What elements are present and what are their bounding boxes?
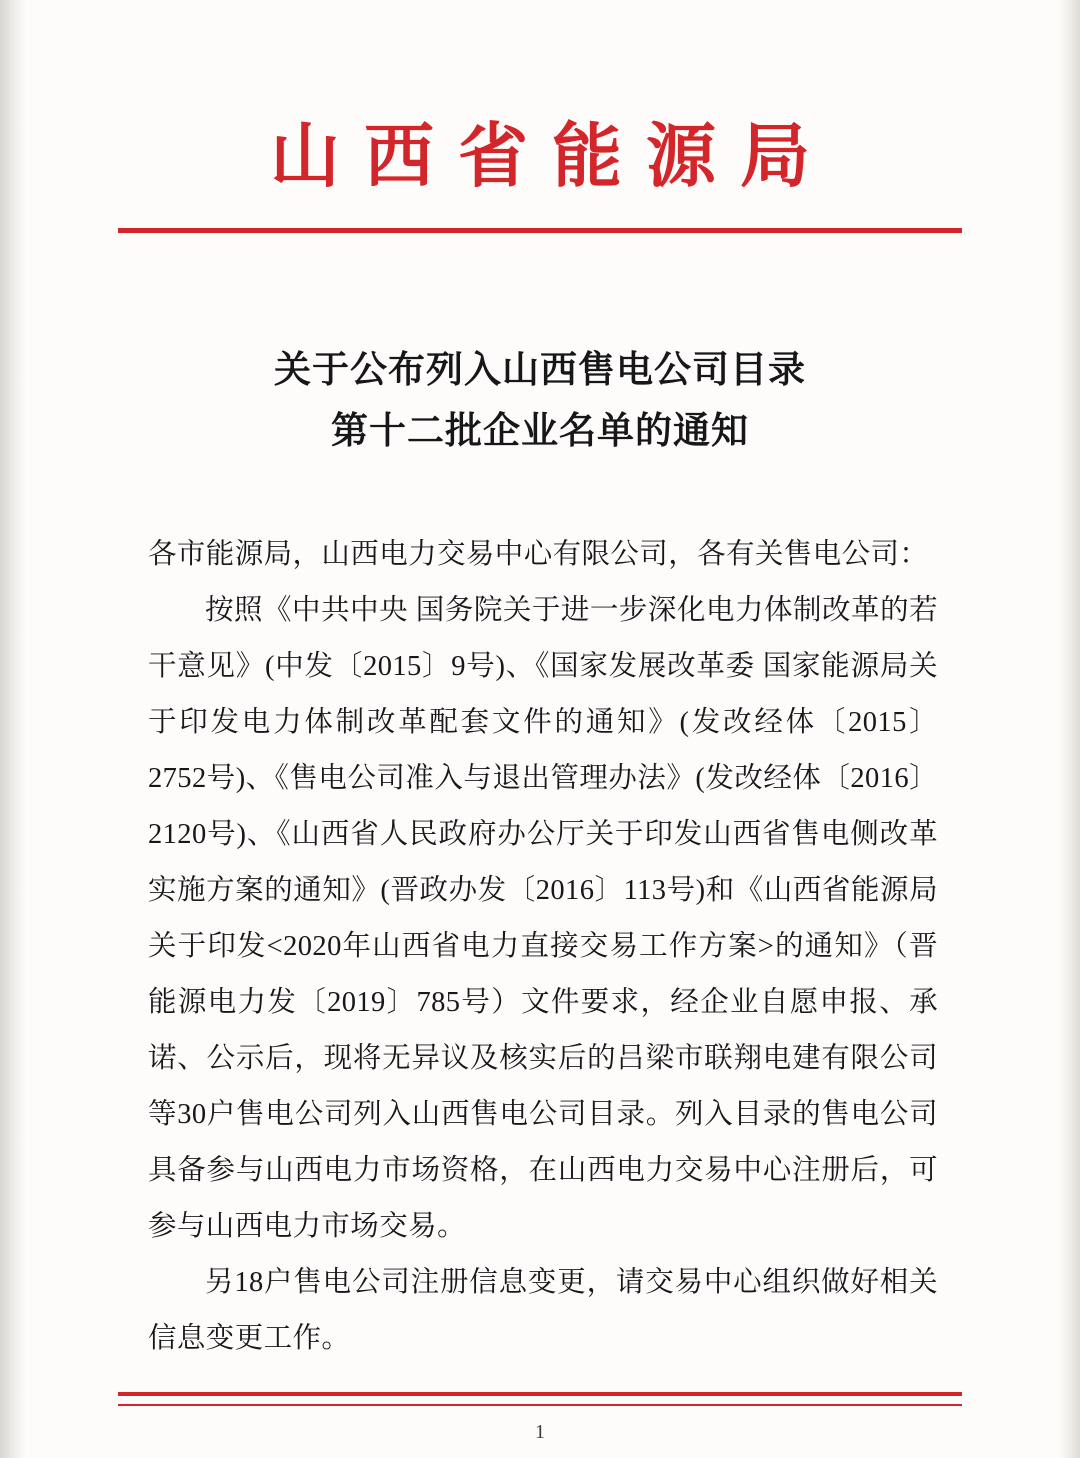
document-body [148,527,938,1367]
salutation-line: 各市能源局，山西电力交易中心有限公司，各有关售电公司： [148,539,929,570]
document-title-line-2: 第十二批企业名单的通知 [331,411,749,453]
issuing-organization-title: 山西省能源局 [270,119,834,196]
footer-divider-line-thin [118,1404,962,1406]
document-title [120,340,960,462]
body-paragraph-2: 另18户售电公司注册信息变更，请交易中心组织做好相关信息变更工作。 [148,1267,938,1354]
page-number: 1 [535,1421,545,1443]
letterhead-divider-line [118,228,962,233]
document-title-line-1: 关于公布列入山西售电公司目录 [274,350,806,391]
footer-divider-line-thick [118,1392,962,1396]
letterhead [0,118,1080,199]
body-paragraph-1: 按照《中共中央 国务院关于进一步深化电力体制改革的若干意见》(中发〔2015〕9号)、《国家发展改革委 国家能源局关于印发电力体制改革配套文件的通知》(发改经体〔2015〕2752号)、《售电公司准入与退出管理办法》(发改经体〔2016〕2120号)、《山西省人民政府办公厅关于印发山西省售电侧改革实施方案的通知》(晋政办发〔2016〕113号)和《山西省能源局关于印发<2020年山西省电力直接交易工作方案>的通知》（晋能源电力发〔2019〕785号）文件要求，经企业自愿申报、承诺、公示后，现将无异议及核实后的吕梁市联翔电建有限公司等30户售电公司列入山西售电公司目录。列入目录的售电公司具备参与山西电力市场资格，在山西电力交易中心注册后，可参与山西电力市场交易。 [148,595,938,1242]
